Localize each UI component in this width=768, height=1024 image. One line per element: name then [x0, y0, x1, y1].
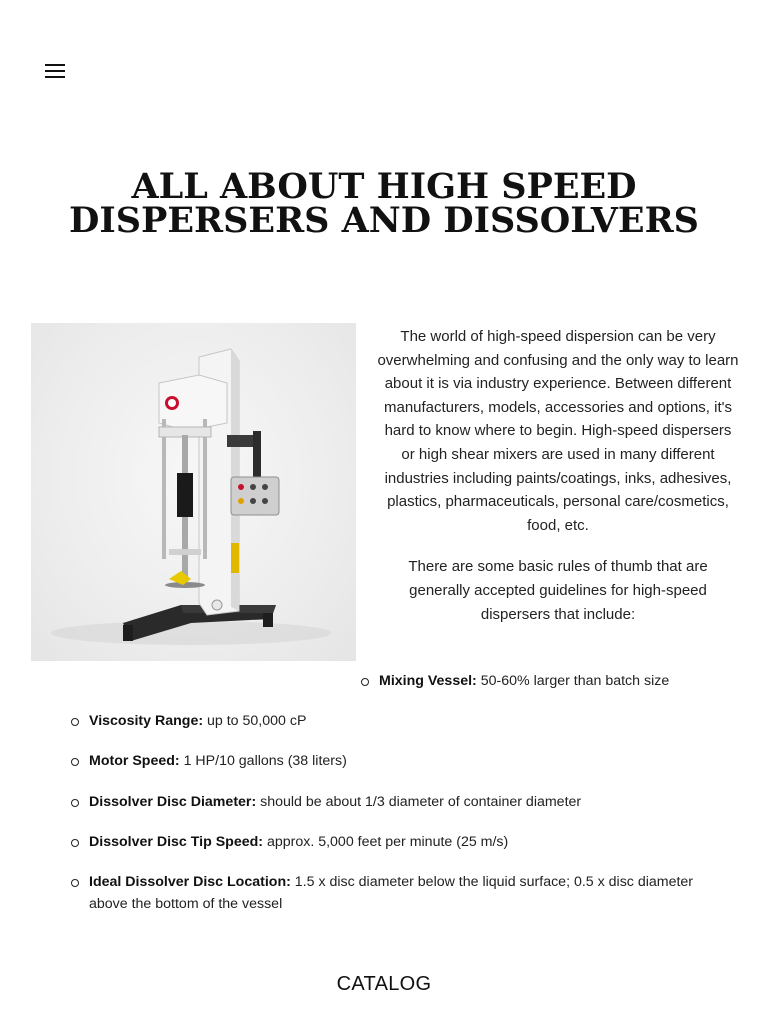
page-title-line-2: DISPERSERS AND DISSOLVERS: [69, 200, 699, 241]
list-item-dissolver-disc-diameter: [71, 791, 709, 813]
spec-label: Dissolver Disc Tip Speed:: [89, 834, 263, 850]
spec-value: up to 50,000 cP: [203, 713, 307, 729]
page-title: [0, 166, 768, 241]
intro-paragraph-2: There are some basic rules of thumb that are generally accepted guidelines for high-speed dispersers that include:: [408, 558, 708, 623]
catalog-link[interactable]: CATALOG: [336, 973, 432, 995]
intro-paragraph-1: The world of high-speed dispersion can be very overwhelming and confusing and the only way to learn about it is via industry experience. Between different manufacturers, models, accessories and options, it's hard to know where to begin. High-speed dispersers or high shear mixers are used in many different industries including paints/coatings, inks, adhesives, plastics, pharmaceuticals, personal care/cosmetics, food, etc.: [377, 328, 739, 534]
list-item-dissolver-disc-location: [71, 871, 703, 915]
hamburger-menu-icon[interactable]: [45, 62, 67, 80]
list-item-motor-speed: [71, 750, 709, 772]
spec-label: Dissolver Disc Diameter:: [89, 794, 257, 810]
high-speed-disperser-machine-image: [31, 323, 356, 661]
intro-text: [376, 325, 740, 644]
spec-label: Mixing Vessel:: [379, 673, 477, 689]
page-title-line-1: ALL ABOUT HIGH SPEED: [131, 166, 637, 207]
spec-value: 50-60% larger than batch size: [476, 673, 670, 689]
list-item-mixing-vessel: [361, 670, 759, 692]
spec-label: Ideal Dissolver Disc Location:: [89, 874, 291, 890]
spec-label: Motor Speed:: [89, 753, 180, 769]
spec-value: 1.5 x disc diameter below the liquid surface; 0.5 x disc diameter above the bottom of the vessel: [89, 874, 694, 912]
spec-label: Viscosity Range:: [89, 713, 204, 729]
spec-value: 1 HP/10 gallons (38 liters): [179, 753, 347, 769]
list-item-dissolver-disc-tip-speed: [71, 831, 709, 853]
list-item-viscosity-range: [71, 710, 709, 732]
spec-value: should be about 1/3 diameter of container diameter: [256, 794, 582, 810]
spec-value: approx. 5,000 feet per minute (25 m/s): [263, 834, 509, 850]
